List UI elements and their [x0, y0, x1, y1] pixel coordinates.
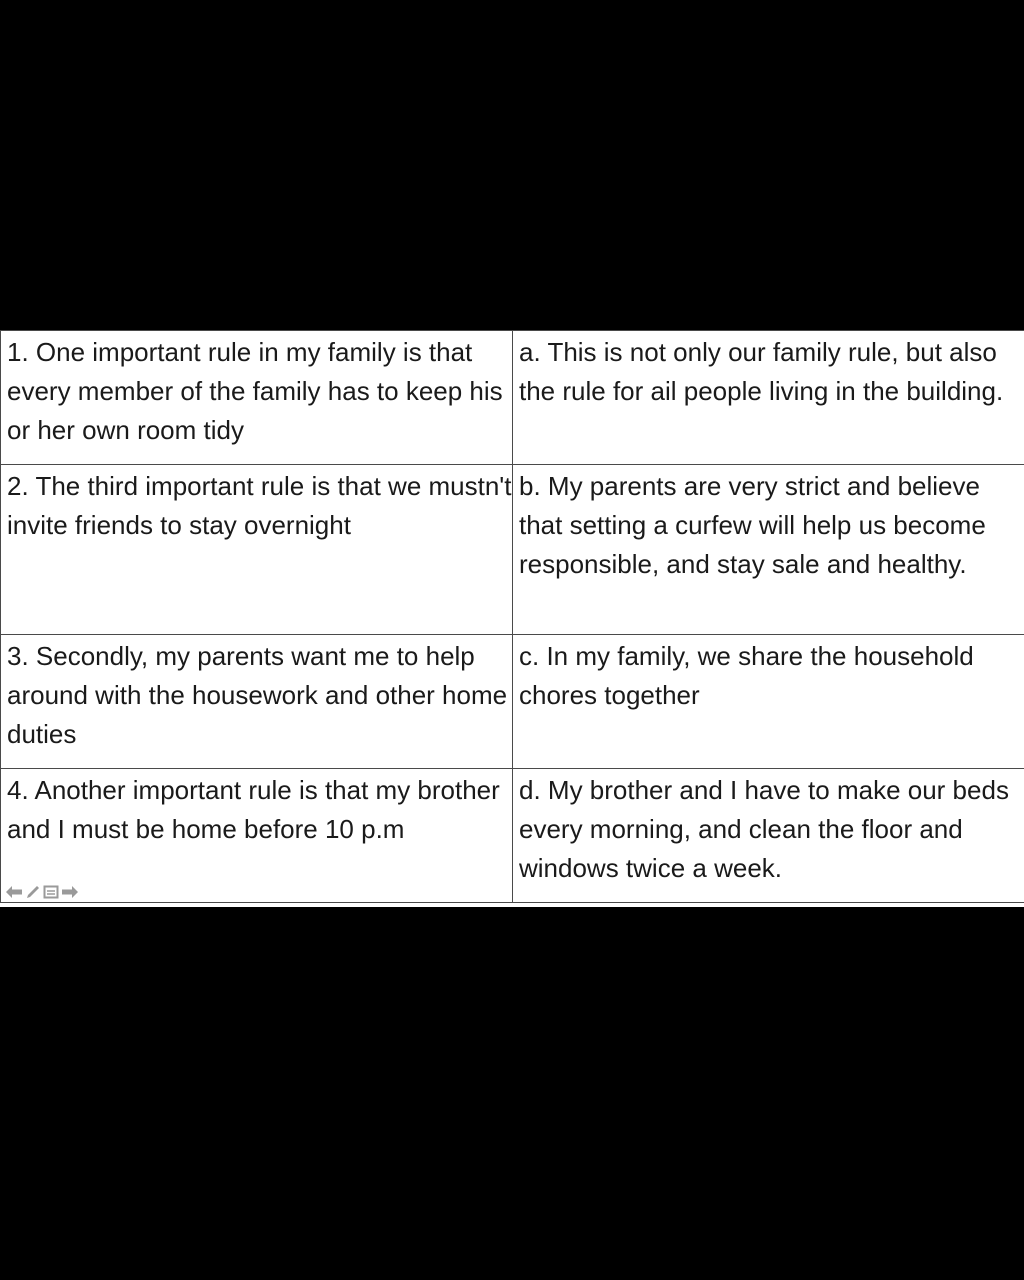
table-row: [1, 331, 1024, 465]
rule-statement-3: 3. Secondly, my parents want me to help around with the housework and other home duties: [7, 641, 508, 749]
rule-explanation-b: b. My parents are very strict and believe that setting a curfew will help us become responsible, and stay sale and healthy.: [519, 471, 986, 579]
table-cell-right: [513, 635, 1024, 769]
rule-statement-4: 4. Another important rule is that my brother and I must be home before 10 p.m: [7, 775, 500, 844]
pencil-icon[interactable]: [25, 885, 41, 899]
arrow-right-icon[interactable]: [61, 885, 79, 899]
arrow-left-icon[interactable]: [5, 885, 23, 899]
rule-explanation-c: c. In my family, we share the household chores together: [519, 641, 974, 710]
table-row: [1, 635, 1024, 769]
table-cell-left: [1, 769, 513, 903]
table-row: [1, 769, 1024, 903]
matching-table: [0, 330, 1024, 903]
table-row: [1, 465, 1024, 635]
table-cell-left: [1, 465, 513, 635]
rule-explanation-d: d. My brother and I have to make our beds every morning, and clean the floor and windows twice a week.: [519, 775, 1009, 883]
rule-statement-1: 1. One important rule in my family is that every member of the family has to keep his or her own room tidy: [7, 337, 503, 445]
table-cell-right: [513, 769, 1024, 903]
table-cell-left: [1, 635, 513, 769]
rule-explanation-a: a. This is not only our family rule, but also the rule for ail people living in the building.: [519, 337, 1004, 406]
document-table-region: [0, 330, 1024, 907]
table-cell-right: [513, 465, 1024, 635]
table-cell-left: [1, 331, 513, 465]
cell-mini-toolbar: [5, 884, 79, 900]
rule-statement-2: 2. The third important rule is that we mustn't invite friends to stay overnight: [7, 471, 512, 540]
table-cell-right: [513, 331, 1024, 465]
comment-icon[interactable]: [43, 885, 59, 899]
